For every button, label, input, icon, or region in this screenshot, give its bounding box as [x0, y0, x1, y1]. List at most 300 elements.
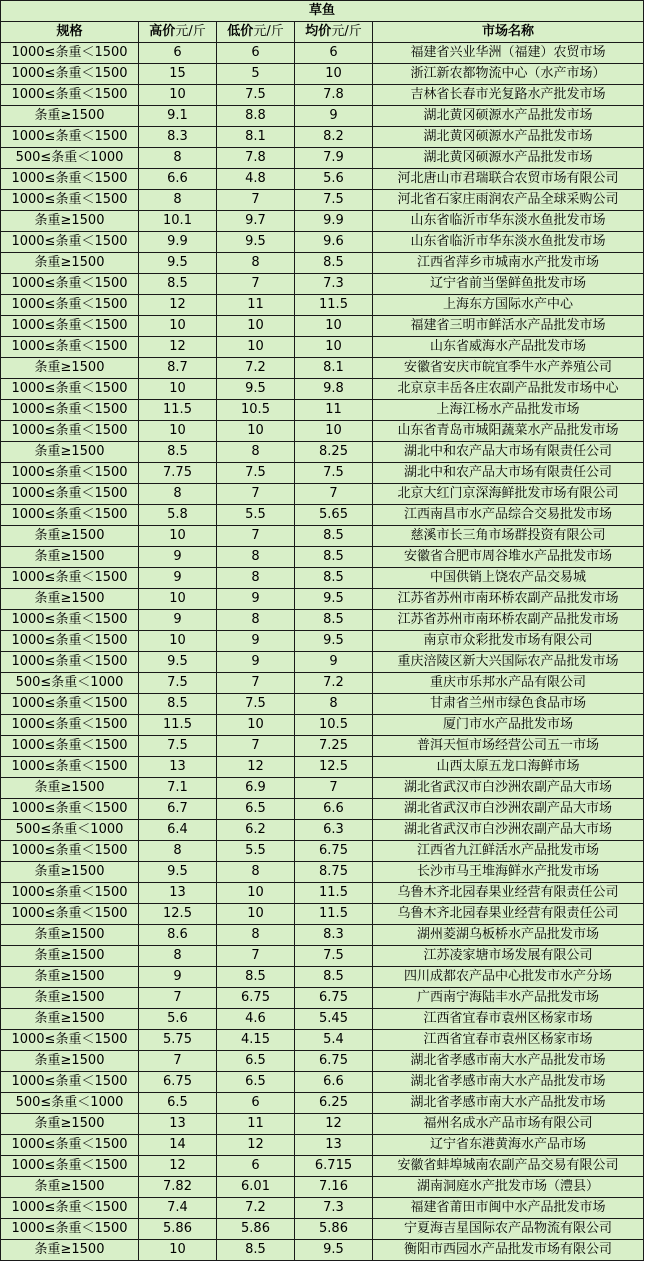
cell-low-price: 6.01 [217, 1177, 295, 1198]
cell-spec: 条重≥1500 [1, 547, 139, 568]
table-title: 草鱼 [1, 1, 644, 22]
cell-low-price: 5 [217, 64, 295, 85]
table-row [1, 715, 644, 736]
cell-avg-price: 8.5 [295, 967, 373, 988]
cell-low-price: 7 [217, 274, 295, 295]
cell-market: 江西省萍乡市城南水产批发市场 [373, 253, 644, 274]
cell-low-price: 10 [217, 421, 295, 442]
cell-avg-price: 7.3 [295, 1198, 373, 1219]
table-row [1, 778, 644, 799]
cell-avg-price: 5.86 [295, 1219, 373, 1240]
cell-low-price: 7.5 [217, 694, 295, 715]
table-row [1, 1198, 644, 1219]
cell-market: 辽宁省前当堡鲜鱼批发市场 [373, 274, 644, 295]
cell-spec: 条重≥1500 [1, 967, 139, 988]
table-row [1, 106, 644, 127]
cell-avg-price: 9 [295, 106, 373, 127]
table-row [1, 1072, 644, 1093]
cell-low-price: 4.8 [217, 169, 295, 190]
cell-market: 湖北中和农产品大市场有限责任公司 [373, 442, 644, 463]
cell-avg-price: 9.5 [295, 631, 373, 652]
cell-avg-price: 6.25 [295, 1093, 373, 1114]
cell-high-price: 9.9 [139, 232, 217, 253]
cell-avg-price: 6.75 [295, 1051, 373, 1072]
table-row [1, 610, 644, 631]
cell-market: 北京京丰岳各庄农副产品批发市场中心 [373, 379, 644, 400]
cell-low-price: 8 [217, 610, 295, 631]
table-row [1, 1009, 644, 1030]
cell-low-price: 5.5 [217, 505, 295, 526]
cell-low-price: 6.5 [217, 799, 295, 820]
cell-high-price: 10 [139, 85, 217, 106]
cell-spec: 500≤条重＜1000 [1, 820, 139, 841]
cell-low-price: 7.5 [217, 85, 295, 106]
table-row [1, 484, 644, 505]
cell-high-price: 7.82 [139, 1177, 217, 1198]
cell-low-price: 8.1 [217, 127, 295, 148]
cell-avg-price: 8.2 [295, 127, 373, 148]
cell-low-price: 7 [217, 526, 295, 547]
cell-market: 长沙市马王堆海鲜水产批发市场 [373, 862, 644, 883]
table-row [1, 505, 644, 526]
table-row [1, 316, 644, 337]
cell-high-price: 6.5 [139, 1093, 217, 1114]
cell-spec: 条重≥1500 [1, 526, 139, 547]
cell-spec: 条重≥1500 [1, 988, 139, 1009]
table-row [1, 1219, 644, 1240]
cell-market: 普洱天恒市场经营公司五一市场 [373, 736, 644, 757]
cell-avg-price: 9.5 [295, 589, 373, 610]
cell-avg-price: 9.6 [295, 232, 373, 253]
cell-low-price: 8.5 [217, 1240, 295, 1261]
table-row [1, 694, 644, 715]
cell-high-price: 7.5 [139, 736, 217, 757]
table-row [1, 253, 644, 274]
table-row [1, 652, 644, 673]
cell-spec: 1000≤条重＜1500 [1, 484, 139, 505]
cell-high-price: 8 [139, 841, 217, 862]
header-high-price [139, 22, 217, 43]
table-row [1, 736, 644, 757]
cell-low-price: 4.15 [217, 1030, 295, 1051]
table-row [1, 127, 644, 148]
cell-market: 安徽省合肥市周谷堆水产品批发市场 [373, 547, 644, 568]
cell-market: 四川成都农产品中心批发市水产分场 [373, 967, 644, 988]
cell-spec: 1000≤条重＜1500 [1, 757, 139, 778]
cell-avg-price: 6.3 [295, 820, 373, 841]
cell-low-price: 11 [217, 1114, 295, 1135]
cell-low-price: 9 [217, 652, 295, 673]
header-low-label: 低价 [227, 24, 254, 39]
cell-high-price: 10 [139, 379, 217, 400]
cell-low-price: 7.2 [217, 1198, 295, 1219]
table-row [1, 400, 644, 421]
cell-market: 江苏省苏州市南环桥农副产品批发市场 [373, 610, 644, 631]
cell-high-price: 10 [139, 316, 217, 337]
cell-spec: 1000≤条重＜1500 [1, 883, 139, 904]
cell-low-price: 7 [217, 736, 295, 757]
cell-low-price: 10 [217, 337, 295, 358]
cell-high-price: 8 [139, 484, 217, 505]
cell-market: 广西南宁海陆丰水产品批发市场 [373, 988, 644, 1009]
cell-low-price: 10 [217, 715, 295, 736]
table-row [1, 1177, 644, 1198]
cell-spec: 条重≥1500 [1, 1177, 139, 1198]
cell-spec: 条重≥1500 [1, 358, 139, 379]
table-row [1, 211, 644, 232]
cell-avg-price: 10 [295, 421, 373, 442]
cell-low-price: 10 [217, 904, 295, 925]
cell-high-price: 12 [139, 295, 217, 316]
cell-market: 江西省九江鲜活水产品批发市场 [373, 841, 644, 862]
cell-high-price: 9.5 [139, 253, 217, 274]
cell-spec: 1000≤条重＜1500 [1, 799, 139, 820]
cell-avg-price: 8.3 [295, 925, 373, 946]
cell-low-price: 6 [217, 1156, 295, 1177]
cell-low-price: 8 [217, 547, 295, 568]
cell-high-price: 12 [139, 1156, 217, 1177]
table-header-row [1, 22, 644, 43]
cell-market: 中国供销上饶农产品交易城 [373, 568, 644, 589]
header-high-unit: 元/斤 [175, 24, 206, 39]
cell-spec: 1000≤条重＜1500 [1, 505, 139, 526]
table-row [1, 820, 644, 841]
cell-avg-price: 6.75 [295, 841, 373, 862]
cell-market: 湖北省武汉市白沙洲农副产品大市场 [373, 799, 644, 820]
table-row [1, 169, 644, 190]
cell-avg-price: 8.5 [295, 547, 373, 568]
cell-low-price: 12 [217, 1135, 295, 1156]
cell-market: 山东省青岛市城阳蔬菜水产品批发市场 [373, 421, 644, 442]
cell-spec: 500≤条重＜1000 [1, 148, 139, 169]
table-row [1, 841, 644, 862]
cell-avg-price: 8.5 [295, 253, 373, 274]
cell-spec: 1000≤条重＜1500 [1, 1198, 139, 1219]
cell-spec: 1000≤条重＜1500 [1, 652, 139, 673]
cell-spec: 1000≤条重＜1500 [1, 400, 139, 421]
cell-spec: 1000≤条重＜1500 [1, 1219, 139, 1240]
cell-high-price: 7.75 [139, 463, 217, 484]
cell-spec: 1000≤条重＜1500 [1, 232, 139, 253]
table-row [1, 547, 644, 568]
cell-spec: 1000≤条重＜1500 [1, 190, 139, 211]
cell-avg-price: 7 [295, 778, 373, 799]
header-avg-unit: 元/斤 [331, 24, 362, 39]
cell-market: 山东省临沂市华东淡水鱼批发市场 [373, 232, 644, 253]
cell-avg-price: 8.1 [295, 358, 373, 379]
table-row [1, 799, 644, 820]
cell-high-price: 11.5 [139, 400, 217, 421]
cell-market: 山东省临沂市华东淡水鱼批发市场 [373, 211, 644, 232]
table-row [1, 526, 644, 547]
cell-market: 湖北省孝感市南大水产品批发市场 [373, 1093, 644, 1114]
table-row [1, 988, 644, 1009]
cell-spec: 1000≤条重＜1500 [1, 1156, 139, 1177]
cell-low-price: 8 [217, 442, 295, 463]
cell-high-price: 11.5 [139, 715, 217, 736]
table-row [1, 631, 644, 652]
cell-spec: 1000≤条重＜1500 [1, 127, 139, 148]
cell-market: 乌鲁木齐北园春果业经营有限责任公司 [373, 904, 644, 925]
cell-spec: 1000≤条重＜1500 [1, 421, 139, 442]
cell-market: 湖南洞庭水产批发市场（澧县） [373, 1177, 644, 1198]
cell-market: 福州名成水产品市场有限公司 [373, 1114, 644, 1135]
cell-avg-price: 6 [295, 43, 373, 64]
table-row [1, 883, 644, 904]
cell-avg-price: 10 [295, 64, 373, 85]
cell-spec: 1000≤条重＜1500 [1, 841, 139, 862]
table-row [1, 1156, 644, 1177]
cell-high-price: 8.7 [139, 358, 217, 379]
cell-avg-price: 6.75 [295, 988, 373, 1009]
cell-high-price: 14 [139, 1135, 217, 1156]
cell-market: 河北省石家庄雨润农产品全球采购公司 [373, 190, 644, 211]
cell-high-price: 5.6 [139, 1009, 217, 1030]
table-row [1, 232, 644, 253]
cell-avg-price: 10.5 [295, 715, 373, 736]
cell-low-price: 8 [217, 568, 295, 589]
cell-market: 河北唐山市君瑞联合农贸市场有限公司 [373, 169, 644, 190]
cell-high-price: 8 [139, 190, 217, 211]
table-row [1, 358, 644, 379]
cell-avg-price: 11 [295, 400, 373, 421]
cell-market: 江西省宜春市袁州区杨家市场 [373, 1009, 644, 1030]
cell-high-price: 12.5 [139, 904, 217, 925]
table-row [1, 64, 644, 85]
cell-low-price: 5.5 [217, 841, 295, 862]
cell-market: 南京市众彩批发市场有限公司 [373, 631, 644, 652]
cell-spec: 1000≤条重＜1500 [1, 568, 139, 589]
header-high-label: 高价 [149, 24, 176, 39]
cell-spec: 条重≥1500 [1, 253, 139, 274]
table-row [1, 379, 644, 400]
cell-market: 湖北省武汉市白沙洲农副产品大市场 [373, 778, 644, 799]
header-market: 市场名称 [373, 22, 644, 43]
cell-high-price: 6.6 [139, 169, 217, 190]
cell-spec: 1000≤条重＜1500 [1, 274, 139, 295]
cell-market: 北京大红门京深海鲜批发市场有限公司 [373, 484, 644, 505]
table-row [1, 1093, 644, 1114]
cell-avg-price: 11.5 [295, 295, 373, 316]
cell-high-price: 9.5 [139, 652, 217, 673]
cell-spec: 条重≥1500 [1, 946, 139, 967]
cell-market: 安徽省安庆市皖宜季牛水产养殖公司 [373, 358, 644, 379]
table-row [1, 274, 644, 295]
cell-avg-price: 9.8 [295, 379, 373, 400]
cell-market: 福建省三明市鲜活水产品批发市场 [373, 316, 644, 337]
cell-high-price: 7 [139, 988, 217, 1009]
cell-spec: 1000≤条重＜1500 [1, 1135, 139, 1156]
cell-spec: 条重≥1500 [1, 442, 139, 463]
cell-high-price: 13 [139, 883, 217, 904]
cell-market: 湖北黄冈硕源水产品批发市场 [373, 127, 644, 148]
cell-high-price: 15 [139, 64, 217, 85]
cell-high-price: 8 [139, 946, 217, 967]
cell-high-price: 10 [139, 631, 217, 652]
cell-avg-price: 7.2 [295, 673, 373, 694]
cell-spec: 条重≥1500 [1, 1009, 139, 1030]
table-row [1, 925, 644, 946]
cell-market: 江苏省苏州市南环桥农副产品批发市场 [373, 589, 644, 610]
table-body [1, 43, 644, 1261]
cell-spec: 1000≤条重＜1500 [1, 295, 139, 316]
cell-avg-price: 6.6 [295, 1072, 373, 1093]
cell-high-price: 7.5 [139, 673, 217, 694]
cell-market: 乌鲁木齐北园春果业经营有限责任公司 [373, 883, 644, 904]
cell-avg-price: 7.5 [295, 190, 373, 211]
cell-low-price: 8.8 [217, 106, 295, 127]
cell-avg-price: 9.5 [295, 1240, 373, 1261]
cell-avg-price: 7.9 [295, 148, 373, 169]
cell-market: 湖北黄冈硕源水产品批发市场 [373, 106, 644, 127]
cell-avg-price: 10 [295, 337, 373, 358]
cell-low-price: 6.5 [217, 1051, 295, 1072]
cell-market: 安徽省蚌埠城南农副产品交易有限公司 [373, 1156, 644, 1177]
cell-spec: 1000≤条重＜1500 [1, 904, 139, 925]
cell-high-price: 9.1 [139, 106, 217, 127]
cell-avg-price: 5.6 [295, 169, 373, 190]
cell-market: 吉林省长春市光复路水产批发市场 [373, 85, 644, 106]
cell-market: 湖州菱湖乌板桥水产品批发市场 [373, 925, 644, 946]
cell-market: 湖北省孝感市南大水产品批发市场 [373, 1051, 644, 1072]
cell-low-price: 12 [217, 757, 295, 778]
cell-market: 江西省宜春市袁州区杨家市场 [373, 1030, 644, 1051]
cell-high-price: 10 [139, 526, 217, 547]
table-row [1, 673, 644, 694]
cell-high-price: 9 [139, 967, 217, 988]
cell-spec: 1000≤条重＜1500 [1, 631, 139, 652]
table-row [1, 589, 644, 610]
cell-high-price: 12 [139, 337, 217, 358]
cell-spec: 500≤条重＜1000 [1, 1093, 139, 1114]
cell-market: 重庆涪陵区新大兴国际农产品批发市场 [373, 652, 644, 673]
cell-avg-price: 5.4 [295, 1030, 373, 1051]
cell-spec: 1000≤条重＜1500 [1, 316, 139, 337]
cell-high-price: 10 [139, 589, 217, 610]
cell-avg-price: 6.6 [295, 799, 373, 820]
cell-avg-price: 7.5 [295, 946, 373, 967]
cell-spec: 条重≥1500 [1, 778, 139, 799]
table-row [1, 442, 644, 463]
cell-avg-price: 11.5 [295, 883, 373, 904]
cell-spec: 1000≤条重＜1500 [1, 1072, 139, 1093]
cell-low-price: 7.5 [217, 463, 295, 484]
table-row [1, 1051, 644, 1072]
cell-high-price: 8.5 [139, 694, 217, 715]
cell-high-price: 5.8 [139, 505, 217, 526]
table-row [1, 967, 644, 988]
cell-high-price: 10 [139, 421, 217, 442]
cell-avg-price: 8.75 [295, 862, 373, 883]
cell-high-price: 13 [139, 757, 217, 778]
cell-high-price: 6.75 [139, 1072, 217, 1093]
cell-spec: 条重≥1500 [1, 211, 139, 232]
cell-low-price: 6.75 [217, 988, 295, 1009]
cell-avg-price: 8.5 [295, 610, 373, 631]
cell-market: 江苏凌家塘市场发展有限公司 [373, 946, 644, 967]
table-row [1, 463, 644, 484]
cell-market: 湖北中和农产品大市场有限责任公司 [373, 463, 644, 484]
cell-low-price: 7 [217, 673, 295, 694]
cell-avg-price: 9.9 [295, 211, 373, 232]
cell-high-price: 6.4 [139, 820, 217, 841]
cell-low-price: 9.5 [217, 232, 295, 253]
cell-low-price: 6.2 [217, 820, 295, 841]
cell-low-price: 10.5 [217, 400, 295, 421]
cell-high-price: 9 [139, 610, 217, 631]
cell-high-price: 5.86 [139, 1219, 217, 1240]
cell-spec: 1000≤条重＜1500 [1, 463, 139, 484]
cell-low-price: 7 [217, 484, 295, 505]
cell-market: 上海江杨水产品批发市场 [373, 400, 644, 421]
cell-market: 福建省莆田市闽中水产品批发市场 [373, 1198, 644, 1219]
cell-market: 衡阳市西园水产品批发市场有限公司 [373, 1240, 644, 1261]
cell-market: 湖北黄冈硕源水产品批发市场 [373, 148, 644, 169]
cell-market: 浙江新农都物流中心（水产市场） [373, 64, 644, 85]
cell-market: 慈溪市长三角市场群投资有限公司 [373, 526, 644, 547]
cell-high-price: 10.1 [139, 211, 217, 232]
cell-low-price: 9 [217, 631, 295, 652]
cell-spec: 条重≥1500 [1, 106, 139, 127]
cell-spec: 1000≤条重＜1500 [1, 736, 139, 757]
table-title-row [1, 1, 644, 22]
cell-market: 辽宁省东港黄海水产品市场 [373, 1135, 644, 1156]
cell-avg-price: 13 [295, 1135, 373, 1156]
cell-avg-price: 7.16 [295, 1177, 373, 1198]
cell-high-price: 8.6 [139, 925, 217, 946]
cell-low-price: 10 [217, 316, 295, 337]
cell-market: 湖北省孝感市南大水产品批发市场 [373, 1072, 644, 1093]
cell-market: 上海东方国际水产中心 [373, 295, 644, 316]
cell-spec: 500≤条重＜1000 [1, 673, 139, 694]
cell-high-price: 8 [139, 148, 217, 169]
cell-spec: 条重≥1500 [1, 1240, 139, 1261]
cell-low-price: 7 [217, 946, 295, 967]
header-low-price [217, 22, 295, 43]
cell-low-price: 6 [217, 43, 295, 64]
cell-high-price: 8.5 [139, 274, 217, 295]
cell-spec: 1000≤条重＜1500 [1, 610, 139, 631]
cell-spec: 1000≤条重＜1500 [1, 379, 139, 400]
table-row [1, 148, 644, 169]
cell-market: 甘肃省兰州市绿色食品市场 [373, 694, 644, 715]
cell-avg-price: 12.5 [295, 757, 373, 778]
cell-avg-price: 9 [295, 652, 373, 673]
table-row [1, 1030, 644, 1051]
cell-avg-price: 5.45 [295, 1009, 373, 1030]
cell-low-price: 9 [217, 589, 295, 610]
cell-avg-price: 6.715 [295, 1156, 373, 1177]
cell-low-price: 8 [217, 925, 295, 946]
cell-low-price: 9.7 [217, 211, 295, 232]
header-spec: 规格 [1, 22, 139, 43]
cell-avg-price: 8.5 [295, 526, 373, 547]
cell-high-price: 13 [139, 1114, 217, 1135]
cell-spec: 1000≤条重＜1500 [1, 337, 139, 358]
cell-market: 宁夏海吉星国际农产品物流有限公司 [373, 1219, 644, 1240]
cell-avg-price: 12 [295, 1114, 373, 1135]
cell-spec: 条重≥1500 [1, 589, 139, 610]
cell-low-price: 4.6 [217, 1009, 295, 1030]
cell-spec: 条重≥1500 [1, 862, 139, 883]
cell-high-price: 7 [139, 1051, 217, 1072]
cell-low-price: 5.86 [217, 1219, 295, 1240]
header-avg-label: 均价 [305, 24, 332, 39]
cell-high-price: 8.3 [139, 127, 217, 148]
cell-avg-price: 7.5 [295, 463, 373, 484]
cell-spec: 1000≤条重＜1500 [1, 1030, 139, 1051]
table-row [1, 862, 644, 883]
